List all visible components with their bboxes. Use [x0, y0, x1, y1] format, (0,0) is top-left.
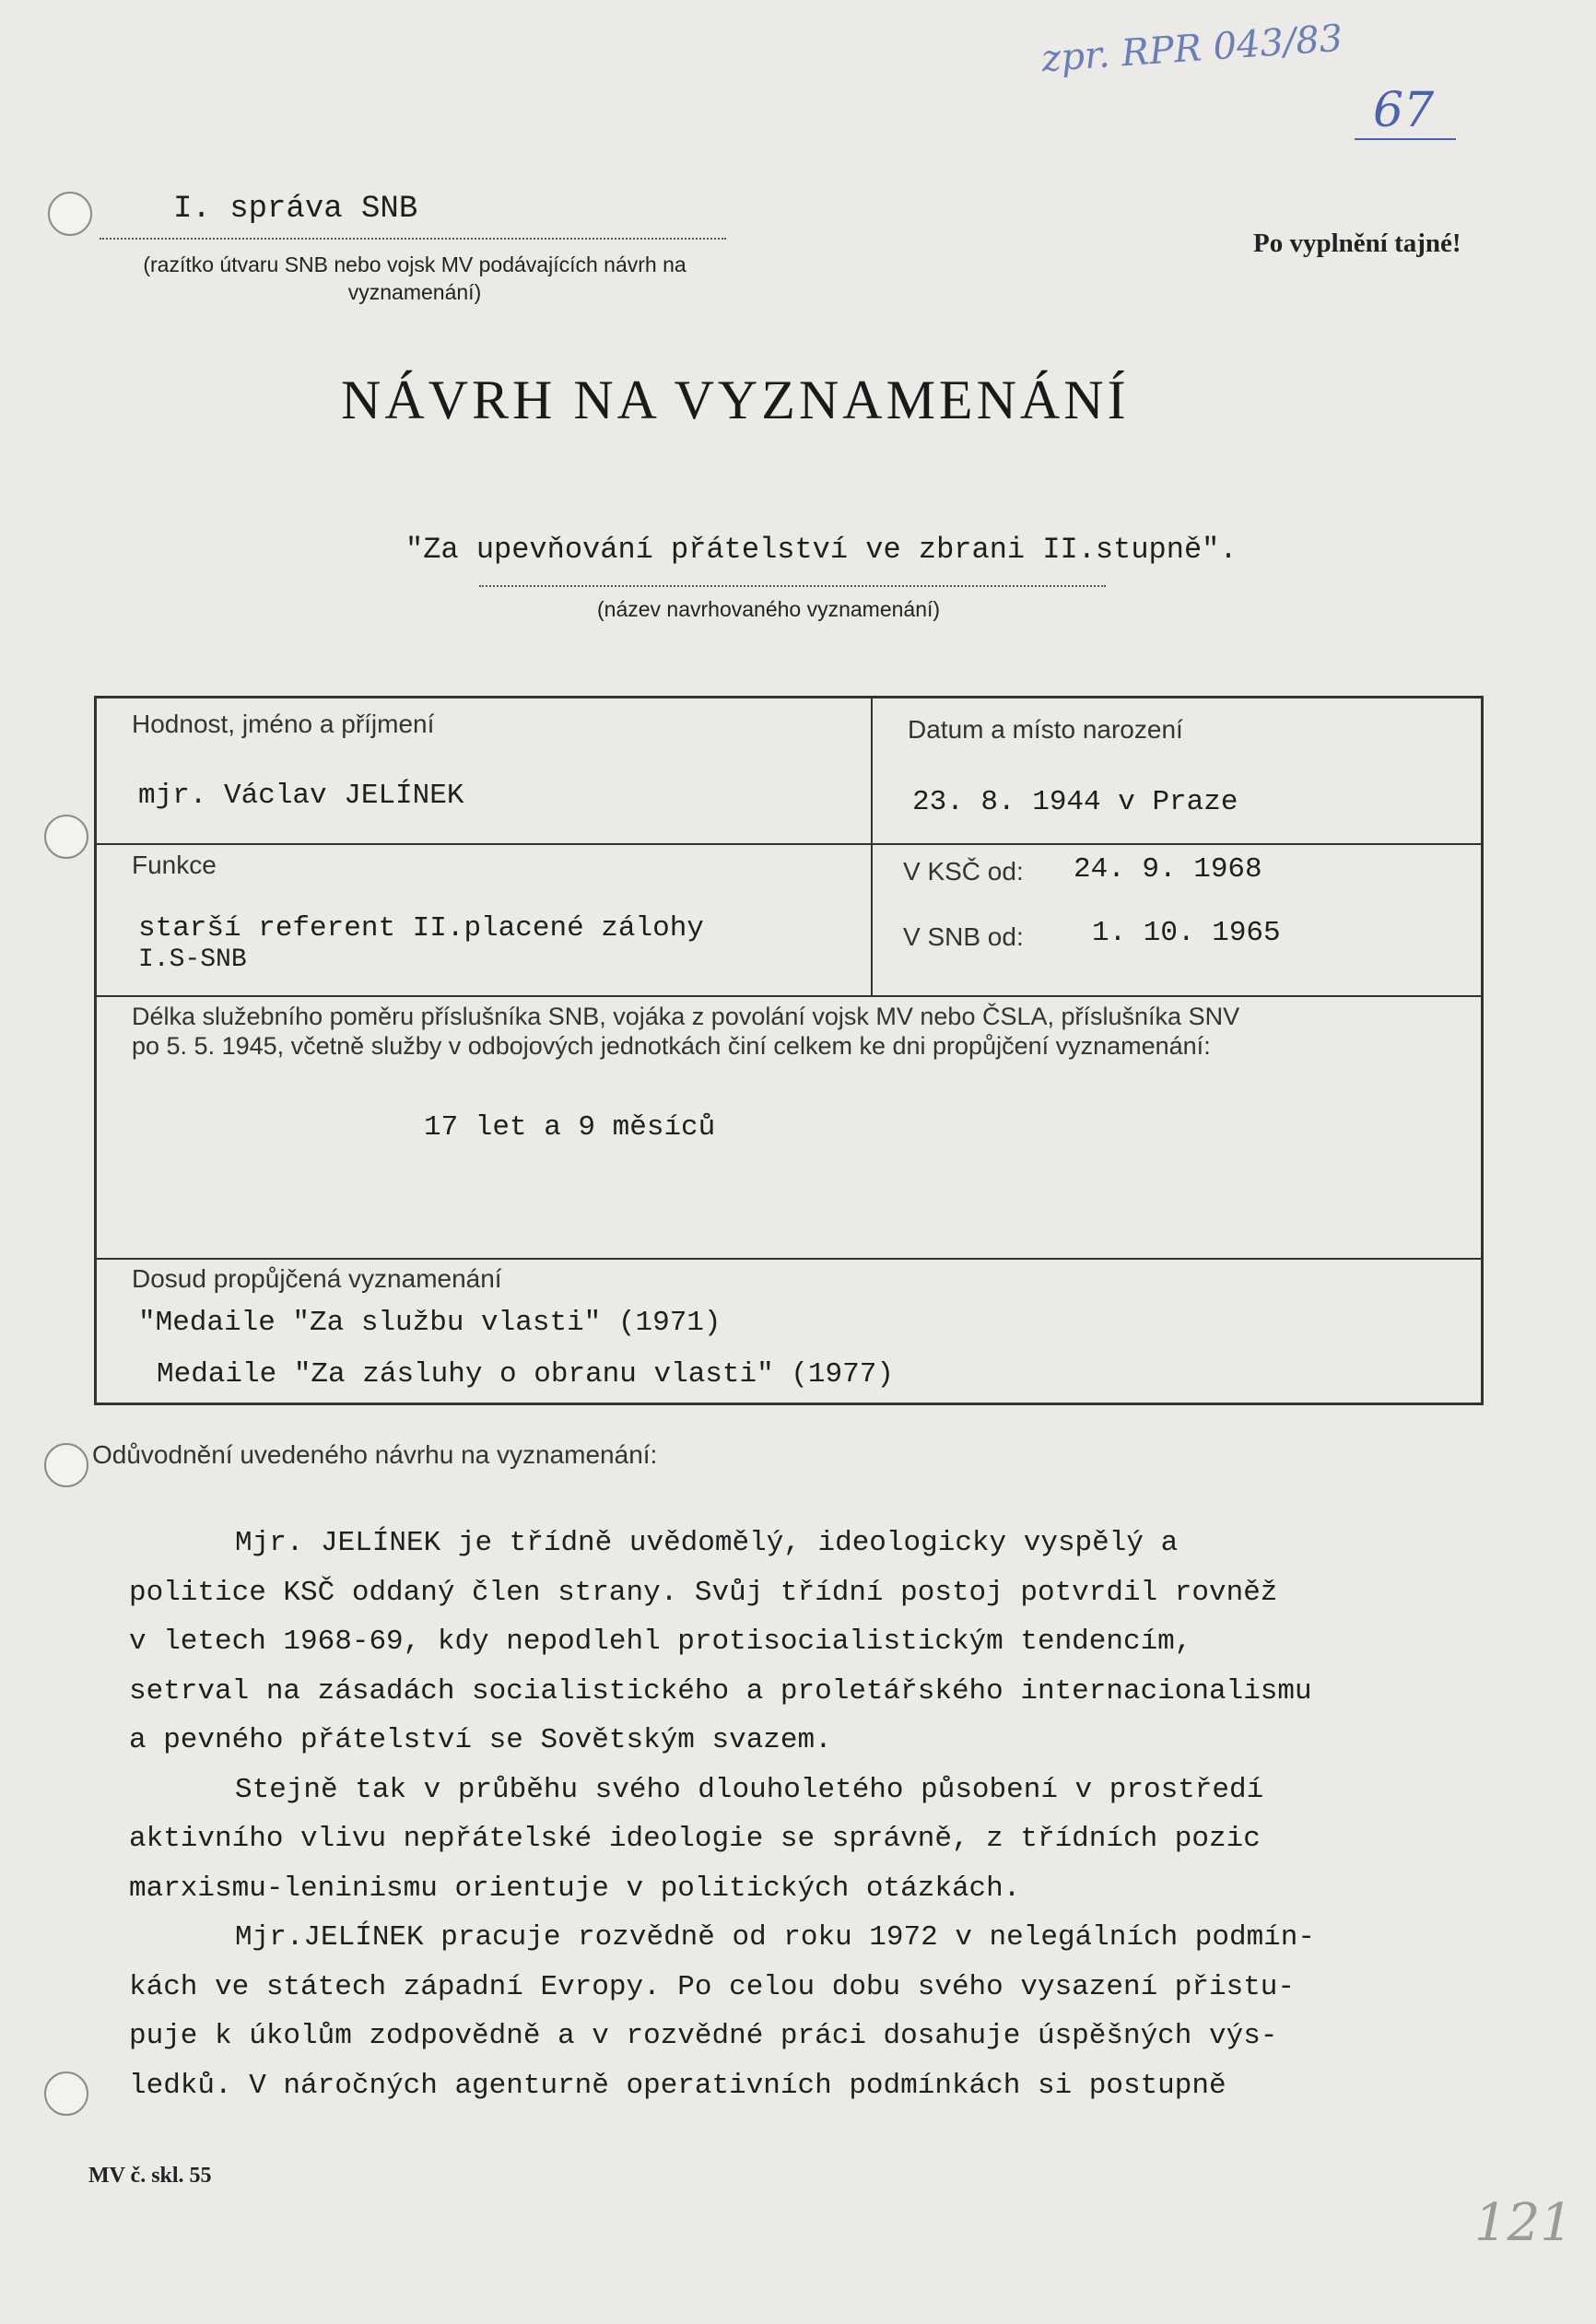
service-length-value: 17 let a 9 měsíců: [424, 1111, 716, 1144]
justification-heading: Odůvodnění uvedeného návrhu na vyznamenání:: [92, 1440, 658, 1469]
nomination-form-table: [94, 696, 1484, 1405]
justification-line: marxismu-leninismu orientuje v politických otázkách.: [129, 1872, 1021, 1905]
justification-line: puje k úkolům zodpovědně a v rozvědné práci dosahuje úspěšných výs-: [129, 2020, 1278, 2052]
justification-text: [129, 1519, 1530, 2110]
handwritten-folio-number: 121: [1474, 2193, 1573, 2253]
award-name: "Za upevňování přátelství ve zbrani II.stupně".: [405, 533, 1238, 567]
rank-name-value: mjr. Václav JELÍNEK: [138, 780, 464, 812]
row-divider: [97, 1258, 1481, 1260]
previous-award-item: Medaile "Za zásluhy o obranu vlasti" (1977): [157, 1358, 894, 1391]
handwritten-reference-note: zpr. RPR 043/83: [1039, 17, 1344, 81]
previous-awards-label: Dosud propůjčená vyznamenání: [132, 1264, 502, 1293]
justification-line: Mjr. JELÍNEK je třídně uvědomělý, ideologicky vyspělý a: [235, 1527, 1179, 1559]
row-divider: [97, 843, 1481, 845]
function-label: Funkce: [132, 851, 217, 879]
justification-line: aktivního vlivu nepřátelské ideologie se správně, z třídních pozic: [129, 1823, 1261, 1855]
justification-line: a pevného přátelství se Sovětským svazem.: [129, 1724, 832, 1756]
punch-hole: [48, 192, 92, 236]
issuer-caption: (razítko útvaru SNB nebo vojsk MV podávajících návrh na vyznamenání): [143, 252, 687, 304]
punch-hole: [44, 2072, 88, 2116]
snb-value: 1. 10. 1965: [1092, 917, 1281, 949]
justification-line: v letech 1968-69, kdy nepodlehl protisocialistickým tendencím,: [129, 1626, 1192, 1658]
previous-award-item: "Medaile "Za službu vlasti" (1971): [138, 1307, 722, 1339]
justification-line: Stejně tak v průběhu svého dlouholetého působení v prostředí: [235, 1773, 1264, 1806]
handwritten-page-number: 67: [1373, 83, 1435, 138]
justification-line: Mjr.JELÍNEK pracuje rozvědně od roku 1972 v nelegálních podmín-: [235, 1921, 1315, 1954]
column-divider: [871, 698, 873, 995]
function-value-line1: starší referent II.placené zálohy: [138, 912, 704, 945]
birth-label: Datum a místo narození: [908, 715, 1183, 744]
form-code: MV č. skl. 55: [88, 2164, 212, 2188]
issuing-unit: I. správa SNB: [173, 192, 418, 227]
justification-line: setrval na zásadách socialistického a proletářského internacionalismu: [129, 1674, 1312, 1708]
row-divider: [97, 995, 1481, 997]
rank-name-label: Hodnost, jméno a příjmení: [132, 710, 435, 738]
snb-label: V SNB od:: [903, 922, 1024, 951]
award-caption: (název navrhovaného vyznamenání): [597, 597, 941, 621]
birth-value: 23. 8. 1944 v Praze: [912, 786, 1238, 818]
issuer-dotted-line: [100, 238, 726, 240]
service-length-label-line1: Délka služebního poměru příslušníka SNB, vojáka z povolání vojsk MV nebo ČSLA, příslušníka SNV: [132, 1003, 1240, 1030]
service-length-label-line2: po 5. 5. 1945, včetně služby v odbojových jednotkách činí celkem ke dni propůjčení vyznamenání:: [132, 1032, 1211, 1060]
punch-hole: [44, 1443, 88, 1487]
classification-note: Po vyplnění tajné!: [1253, 229, 1461, 258]
punch-hole: [44, 815, 88, 859]
ksc-label: V KSČ od:: [903, 857, 1024, 886]
justification-line: politice KSČ oddaný člen strany. Svůj třídní postoj potvrdil rovněž: [129, 1576, 1278, 1609]
ksc-value: 24. 9. 1968: [1074, 853, 1262, 886]
document-title: NÁVRH NA VYZNAMENÁNÍ: [341, 370, 1130, 430]
function-value-line2: I.S-SNB: [138, 945, 247, 974]
handwritten-underline: [1355, 138, 1456, 140]
award-dotted-line: [479, 585, 1106, 587]
justification-line: ledků. V náročných agenturně operativních podmínkách si postupně: [129, 2069, 1226, 2102]
justification-line: kách ve státech západní Evropy. Po celou dobu svého vysazení přistu-: [129, 1970, 1296, 2003]
